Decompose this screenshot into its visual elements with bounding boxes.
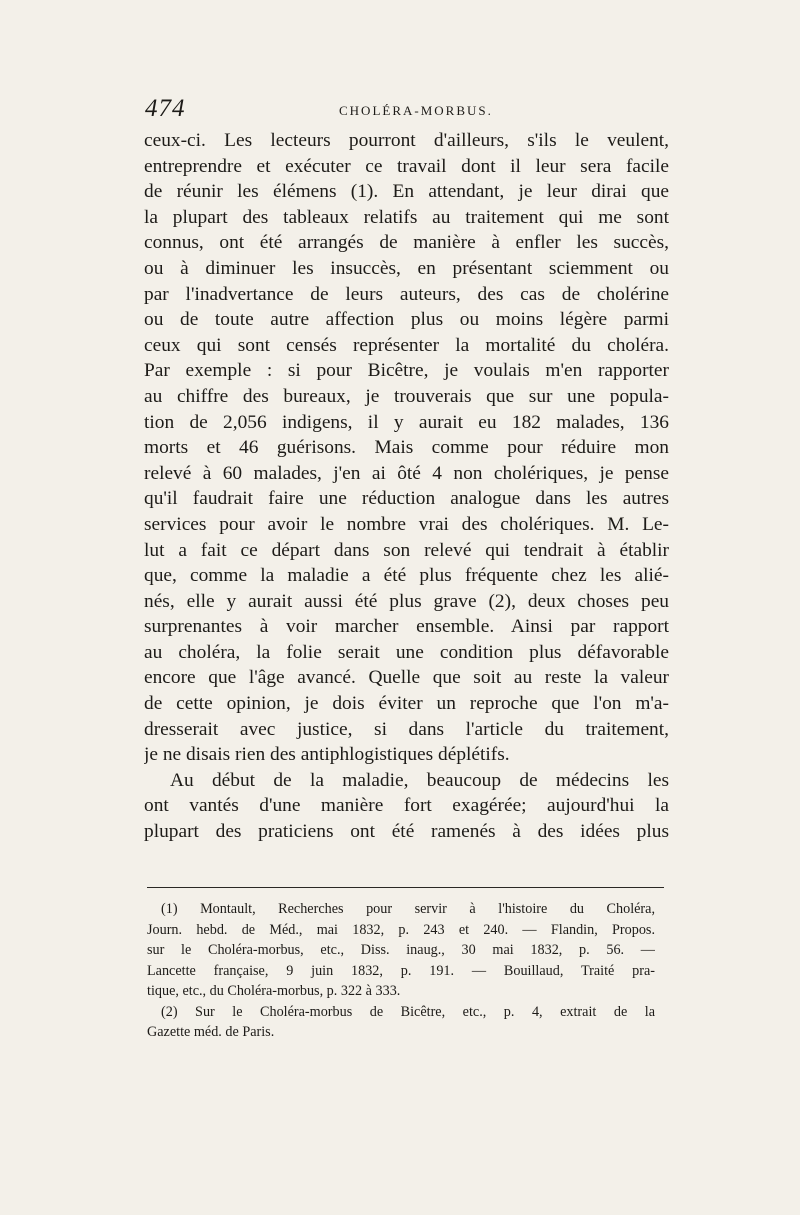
text-line: relevé à 60 malades, j'en ai ôté 4 non cholériques, je pense [144,462,669,484]
text-line: services pour avoir le nombre vrai des cholériques. M. Le- [144,513,669,535]
text-line: lut a fait ce départ dans son relevé qui tendrait à établir [144,539,669,561]
paragraph-start-line: Au début de la maladie, beaucoup de médecins les [170,769,669,791]
text-line: entreprendre et exécuter ce travail dont il leur sera facile [144,155,669,177]
page-header [145,95,665,125]
text-line: Par exemple : si pour Bicêtre, je voulais m'en rapporter [144,360,669,382]
page-number: 474 [145,95,186,122]
text-line: la plupart des tableaux relatifs au traitement qui me sont [144,206,669,228]
text-line: de réunir les élémens (1). En attendant, je leur dirai que [144,181,669,203]
main-text [144,128,669,845]
text-line: ceux-ci. Les lecteurs pourront d'ailleurs, s'ils le veulent, [144,130,669,151]
text-line: nés, elle y aurait aussi été plus grave (2), deux choses peu [144,590,669,612]
footnote-line: Journ. hebd. de Méd., mai 1832, p. 243 et 240. — Flandin, Propos. [147,921,655,938]
text-line: encore que l'âge avancé. Quelle que soit au reste la valeur [144,667,669,689]
text-line: par l'inadvertance de leurs auteurs, des cas de cholérine [144,283,669,305]
text-line: tion de 2,056 indigens, il y aurait eu 182 malades, 136 [144,411,669,433]
text-line: ou à diminuer les insuccès, en présentant sciemment ou [144,257,669,279]
text-line: dresserait avec justice, si dans l'article du traitement, [144,718,669,740]
text-line: je ne disais rien des antiphlogistiques déplétifs. [144,744,510,766]
footnote-line: Gazette méd. de Paris. [147,1024,275,1040]
text-line: au choléra, la folie serait une condition plus défavorable [144,641,669,663]
footnote-rule [147,887,664,888]
text-line: ceux qui sont censés représenter la mortalité du choléra. [144,334,669,356]
text-line: ont vantés d'une manière fort exagérée; aujourd'hui la [144,795,669,817]
running-title: CHOLÉRA-MORBUS. [339,103,493,118]
footnote-line: tique, etc., du Choléra-morbus, p. 322 à 333. [147,983,401,999]
footnote-line: sur le Choléra-morbus, etc., Diss. inaug., 30 mai 1832, p. 56. — [147,942,655,958]
footnote-line: Lancette française, 9 juin 1832, p. 191. — Bouillaud, Traité pra- [147,962,655,979]
footnote-line: (1) Montault, Recherches pour servir à l'histoire du Choléra, [161,901,655,917]
text-line: ou de toute autre affection plus ou moins légère parmi [144,309,669,331]
text-line: qu'il faudrait faire une réduction analogue dans les autres [144,488,669,510]
footnote-line: (2) Sur le Choléra-morbus de Bicêtre, etc., p. 4, extrait de la [161,1003,655,1020]
text-line: au chiffre des bureaux, je trouverais que sur une popula- [144,385,669,407]
footnotes [147,899,655,1043]
text-line: de cette opinion, je dois éviter un reproche que l'on m'a- [144,693,669,715]
text-line: connus, ont été arrangés de manière à enfler les succès, [144,232,669,254]
text-line: surprenantes à voir marcher ensemble. Ainsi par rapport [144,616,669,638]
text-line: que, comme la maladie a été plus fréquente chez les alié- [144,565,669,587]
text-line: morts et 46 guérisons. Mais comme pour réduire mon [144,437,669,459]
text-line: plupart des praticiens ont été ramenés à des idées plus [144,821,669,843]
